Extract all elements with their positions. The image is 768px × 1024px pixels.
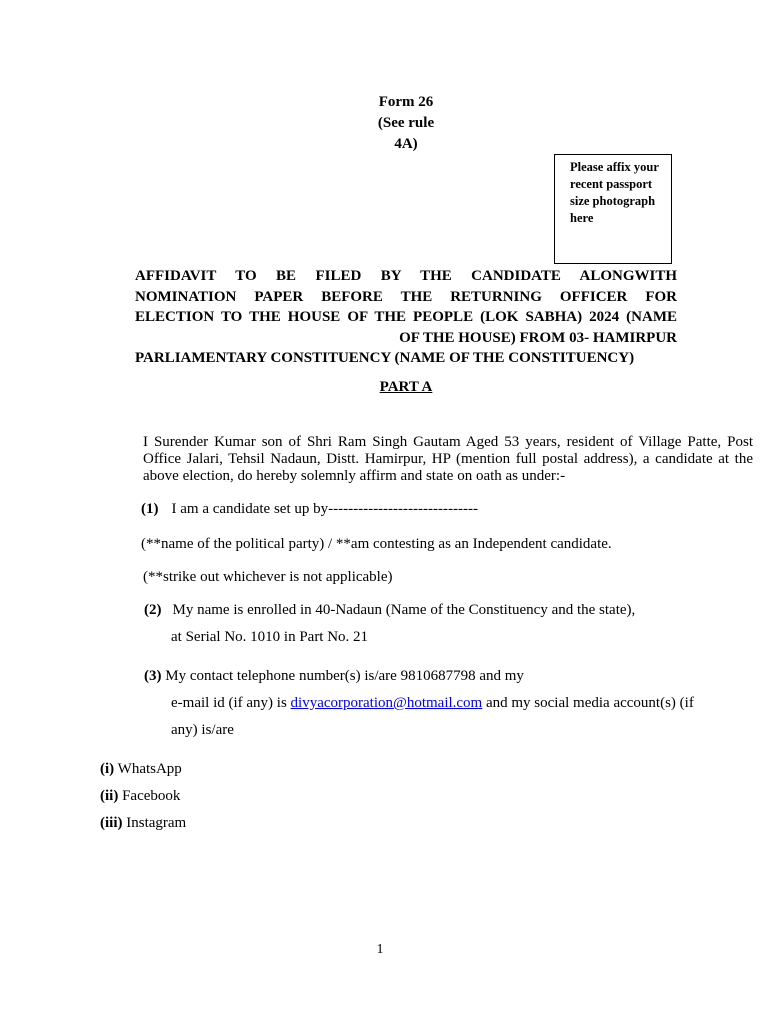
- item-1-text: I am a candidate set up by------------------------------: [171, 501, 478, 517]
- item-3-email-line: [171, 694, 694, 712]
- photo-instruction-line: here: [570, 211, 594, 225]
- title-line: NOMINATION PAPER BEFORE THE RETURNING OFFICER FOR: [135, 288, 677, 305]
- title-line: ELECTION TO THE HOUSE OF THE PEOPLE (LOK SABHA) 2024 (NAME: [135, 309, 677, 325]
- social-name: Facebook: [122, 788, 181, 804]
- social-label: (i): [100, 761, 115, 777]
- photo-instruction-line: recent passport: [570, 177, 653, 191]
- email-prefix: e-mail id (if any) is: [171, 695, 287, 711]
- item-3: [144, 667, 524, 685]
- item-2: [144, 601, 635, 619]
- item-3-number: (3): [144, 668, 162, 684]
- part-a-heading: PART A: [379, 379, 433, 395]
- email-suffix: and my social media account(s) (if: [485, 695, 694, 711]
- item-1-number: (1): [141, 501, 159, 517]
- social-item-whatsapp: [100, 760, 182, 778]
- photo-instruction-line: Please affix your: [570, 160, 659, 174]
- rule-reference-line2: 4A): [394, 136, 418, 152]
- item-1-note-strike: (**strike out whichever is not applicable): [143, 569, 393, 585]
- title-line: AFFIDAVIT TO BE FILED BY THE CANDIDATE ALONGWITH: [135, 268, 677, 284]
- social-name: Instagram: [126, 815, 187, 831]
- item-3-text: My contact telephone number(s) is/are 9810687798 and my: [165, 668, 524, 684]
- photo-placeholder-box: [554, 154, 672, 264]
- intro-line: above election, do hereby solemnly affirm and state on oath as under:-: [143, 468, 566, 484]
- affidavit-title: [135, 266, 677, 369]
- photo-instruction-line: size photograph: [570, 194, 656, 208]
- social-item-instagram: [100, 814, 186, 832]
- item-2-serial: at Serial No. 1010 in Part No. 21: [171, 629, 369, 645]
- item-1: [141, 500, 478, 518]
- intro-line: I Surender Kumar son of Shri Ram Singh Gautam Aged 53 years, resident of Village Patte, Post: [143, 434, 753, 450]
- page-number: 1: [376, 942, 384, 957]
- social-name: WhatsApp: [117, 761, 182, 777]
- email-link[interactable]: divyacorporation@hotmail.com: [290, 695, 483, 711]
- item-2-number: (2): [144, 602, 162, 618]
- item-2-text: My name is enrolled in 40-Nadaun (Name of the Constituency and the state),: [172, 602, 636, 618]
- title-line: OF THE HOUSE) FROM 03- HAMIRPUR: [399, 329, 677, 346]
- item-3-social-line: any) is/are: [171, 722, 234, 738]
- form-header: [356, 92, 456, 155]
- rule-reference-line1: (See rule: [377, 115, 435, 131]
- social-label: (iii): [100, 815, 123, 831]
- social-label: (ii): [100, 788, 119, 804]
- intro-line: Office Jalari, Tehsil Nadaun, Distt. Hamirpur, HP (mention full postal address), a candidate at the: [143, 451, 753, 467]
- title-line: PARLIAMENTARY CONSTITUENCY (NAME OF THE CONSTITUENCY): [135, 350, 635, 366]
- form-number: Form 26: [378, 94, 434, 110]
- social-item-facebook: [100, 787, 180, 805]
- intro-paragraph: [143, 434, 753, 485]
- item-1-note-party: (**name of the political party) / **am contesting as an Independent candidate.: [141, 536, 612, 552]
